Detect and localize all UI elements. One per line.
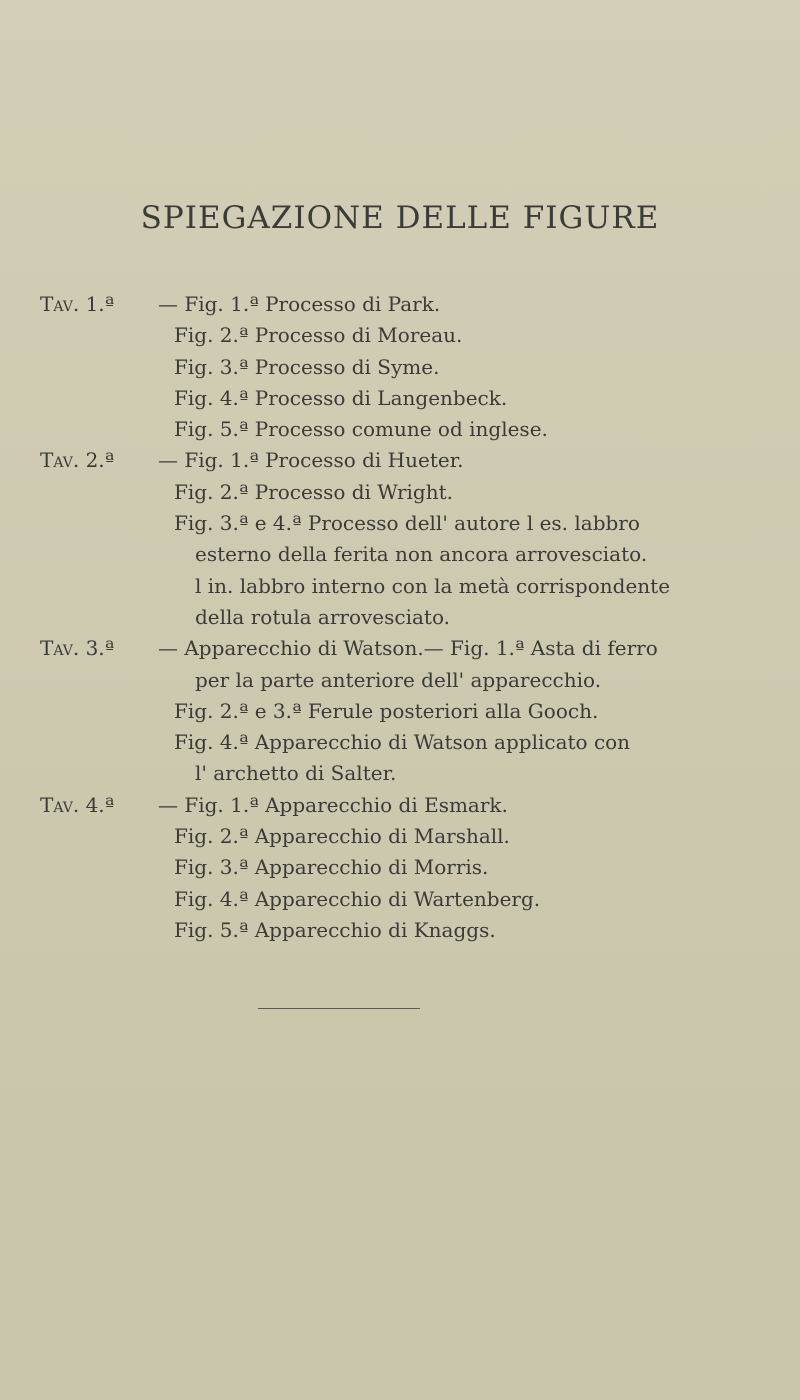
page-title: SPIEGAZIONE DELLE FIGURE [140,200,660,236]
divider [258,1008,420,1009]
list-line [40,289,780,320]
plate-label: Tav. 1.ª [40,292,115,316]
line-text: Fig. 3.ª e 4.ª Processo dell' autore l es. labbro [174,511,640,536]
plate-label: Tav. 4.ª [40,792,115,817]
line-text: Fig. 3.ª Apparecchio di Morris. [174,855,489,880]
list-line [40,383,780,414]
line-text: Fig. 5.ª Processo comune od inglese. [174,417,548,442]
list-line [40,821,780,852]
plate-label: Tav. 2.ª [40,448,115,473]
line-text: — Fig. 1.ª Processo di Park. [158,292,441,316]
line-text: — Fig. 1.ª Apparecchio di Esmark. [158,792,508,817]
line-text: della rotula arrovesciato. [195,604,450,629]
list-line [40,915,780,946]
line-text: l in. labbro interno con la metà corrispondente [195,573,671,598]
list-line [40,320,780,351]
list-line [40,445,780,476]
list-line [40,758,780,789]
list-line [40,602,780,633]
line-text: — Fig. 1.ª Processo di Hueter. [158,448,464,473]
list-line [40,477,780,508]
list-line [40,414,780,445]
line-text: Fig. 4.ª Apparecchio di Watson applicato con [174,730,631,755]
list-line [40,633,780,664]
list-line [40,790,780,821]
figure-list [40,289,780,946]
line-text: per la parte anteriore dell' apparecchio. [195,667,602,692]
line-text: Fig. 2.ª Apparecchio di Marshall. [174,824,510,849]
list-line [40,727,780,758]
list-line [40,665,780,696]
list-line [40,539,780,570]
line-text: Fig. 4.ª Processo di Langenbeck. [174,385,508,410]
line-text: esterno della ferita non ancora arrovesciato. [195,542,648,567]
list-line [40,571,780,602]
list-line [40,508,780,539]
line-text: — Apparecchio di Watson.— Fig. 1.ª Asta di ferro [158,636,658,661]
list-line [40,852,780,883]
line-text: Fig. 4.ª Apparecchio di Wartenberg. [174,886,541,911]
list-line [40,696,780,727]
line-text: Fig. 3.ª Processo di Syme. [174,354,440,379]
line-text: Fig. 2.ª Processo di Moreau. [174,323,463,348]
line-text: Fig. 2.ª Processo di Wright. [174,479,454,504]
line-text: l' archetto di Salter. [195,761,397,786]
list-line [40,352,780,383]
line-text: Fig. 5.ª Apparecchio di Knaggs. [174,917,496,942]
plate-label: Tav. 3.ª [40,636,115,661]
line-text: Fig. 2.ª e 3.ª Ferule posteriori alla Gooch. [174,698,599,723]
list-line [40,884,780,915]
